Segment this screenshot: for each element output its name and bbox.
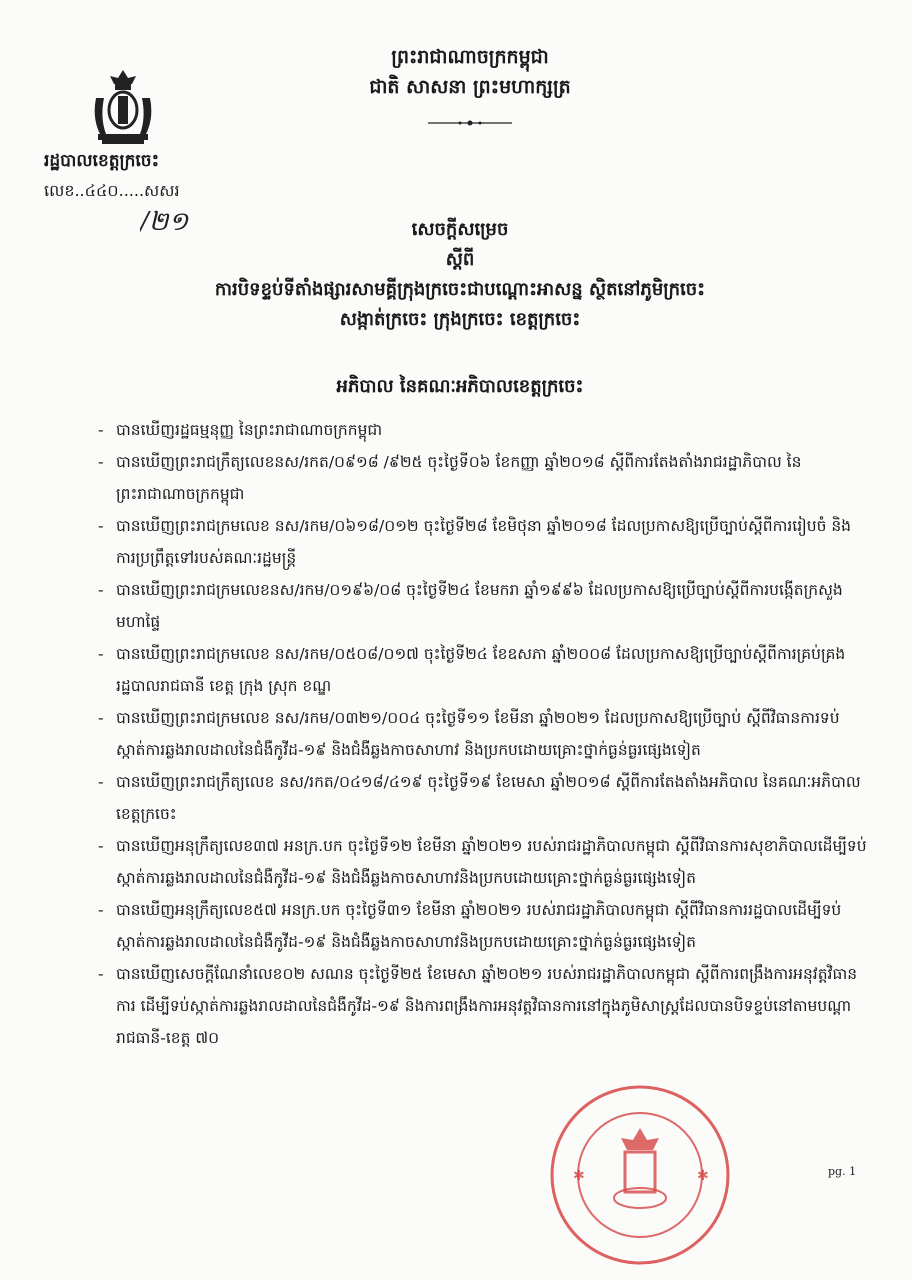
official-seal-icon	[545, 1080, 735, 1270]
svg-text:✱: ✱	[697, 1168, 709, 1184]
title-line-4: សង្កាត់ក្រចេះ ក្រុងក្រចេះ ខេត្តក្រចេះ	[339, 309, 581, 330]
reference-item: - បានឃើញព្រះរាជក្រឹត្យលេខនស/រកត/០៩១៨ /៩២៥ ចុះថ្ងៃទី០៦ ខែកញ្ញា ឆ្នាំ២០១៨ ស្តីពីការតែងតាំងរាជរដ្ឋាភិបាល នៃព្រះរាជាណាចក្រកម្ពុជា	[98, 446, 868, 510]
province-administration: រដ្ឋបាលខេត្តក្រចេះ	[44, 151, 160, 171]
reference-item: - បានឃើញព្រះរាជក្រឹត្យលេខ នស/រកត/០៤១៨/៤១៩ ចុះថ្ងៃទី១៩ ខែមេសា ឆ្នាំ២០១៨ ស្តីពីការតែងតាំងអភិបាល នៃគណៈអភិបាលខេត្តក្រចេះ	[98, 766, 868, 830]
svg-text:✱: ✱	[573, 1168, 585, 1184]
title-line-2: ស្តីពី	[445, 249, 475, 270]
reference-item: - បានឃើញព្រះរាជក្រមលេខ នស/រកម/០៣២១/០០៤ ចុះថ្ងៃទី១១ ខែមីនា ឆ្នាំ២០២១ ដែលប្រកាសឱ្យប្រើច្បាប់ ស្តីពីវិធានការទប់ស្កាត់ការឆ្លងរាលដាលនៃជំងឺកូវីដ-១៩ និងជំងឺឆ្លងកាចសាហាវ និងប្រកបដោយគ្រោះថ្នាក់ធ្ងន់ធ្ងរផ្សេងទៀត	[98, 702, 868, 766]
kingdom-line-2: ជាតិ សាសនា ព្រះមហាក្សត្រ	[369, 76, 571, 98]
handwritten-number-text: /២១	[140, 207, 189, 237]
title-line-3: ការបិទខ្ទប់ទីតាំងផ្សារសាមគ្គីក្រុងក្រចេះជាបណ្ដោះអាសន្ន ស្ថិតនៅភូមិក្រចេះ	[214, 279, 706, 300]
reference-item: - បានឃើញព្រះរាជក្រមលេខនស/រកម/០១៩៦/០៨ ចុះថ្ងៃទី២៤ ខែមករា ឆ្នាំ១៩៩៦ ដែលប្រកាសឱ្យប្រើច្បាប់ស្តីពីការបង្កើតក្រសួងមហាផ្ទៃ	[98, 574, 868, 638]
letter-number: លេខ..៤៤០.....សសរ	[44, 181, 180, 200]
kingdom-line-1: ព្រះរាជាណាចក្រកម្ពុជា	[391, 46, 549, 68]
royal-emblem-icon	[88, 68, 158, 146]
reference-item: - បានឃើញរដ្ឋធម្មនុញ្ញ នៃព្រះរាជាណាចក្រកម្ពុជា	[98, 414, 868, 446]
page-number: pg. 1	[828, 1165, 857, 1178]
reference-item: - បានឃើញអនុក្រឹត្យលេខ៥៧ អនក្រ.បក ចុះថ្ងៃទី៣១ ខែមីនា ឆ្នាំ២០២១ របស់រាជរដ្ឋាភិបាលកម្ពុជា ស្តីពីវិធានការរដ្ឋបាលដើម្បីទប់ស្កាត់ការឆ្លងរាលដាលនៃជំងឺកូវីដ-១៩ និងជំងឺឆ្លងកាចសាហាវនិងប្រកបដោយគ្រោះថ្នាក់ធ្ងន់ធ្ងរផ្សេងទៀត	[98, 894, 868, 958]
ornament-divider-icon	[420, 118, 520, 128]
reference-list	[98, 414, 868, 1054]
reference-item: - បានឃើញអនុក្រឹត្យលេខ៣៧ អនក្រ.បក ចុះថ្ងៃទី១២ ខែមីនា ឆ្នាំ២០២១ របស់រាជរដ្ឋាភិបាលកម្ពុជា ស្តីពីវិធានការសុខាភិបាលដើម្បីទប់ស្កាត់ការឆ្លងរាលដាលនៃជំងឺកូវីដ-១៩ និងជំងឺឆ្លងកាចសាហាវនិងប្រកបដោយគ្រោះថ្នាក់ធ្ងន់ធ្ងរផ្សេងទៀត	[98, 830, 868, 894]
reference-item: - បានឃើញសេចក្តីណែនាំលេខ០២ សណន ចុះថ្ងៃទី២៥ ខែមេសា ឆ្នាំ២០២១ របស់រាជរដ្ឋាភិបាលកម្ពុជា ស្តីពីការពង្រឹងការអនុវត្តវិធានការ ដើម្បីទប់ស្កាត់ការឆ្លងរាលដាលនៃជំងឺកូវីដ-១៩ និងការពង្រឹងការអនុវត្តវិធានការនៅក្នុងភូមិសាស្ត្រដែលបានបិទខ្ទប់នៅតាមបណ្ដារាជធានី-ខេត្ត ៧០	[98, 958, 868, 1054]
decision-title	[160, 215, 760, 335]
reference-item: - បានឃើញព្រះរាជក្រមលេខ នស/រកម/០៥០៨/០១៧ ចុះថ្ងៃទី២៤ ខែឧសភា ឆ្នាំ២០០៨ ដែលប្រកាសឱ្យប្រើច្បាប់ស្តីពីការគ្រប់គ្រងរដ្ឋបាលរាជធានី ខេត្ត ក្រុង ស្រុក ខណ្ឌ	[98, 638, 868, 702]
issuing-authority: អភិបាល នៃគណៈអភិបាលខេត្តក្រចេះ	[336, 376, 584, 397]
reference-item: - បានឃើញព្រះរាជក្រមលេខ នស/រកម/០៦១៨/០១២ ចុះថ្ងៃទី២៨ ខែមិថុនា ឆ្នាំ២០១៨ ដែលប្រកាសឱ្យប្រើច្បាប់ស្តីពីការរៀបចំ និងការប្រព្រឹត្តទៅរបស់គណៈរដ្ឋមន្ត្រី	[98, 510, 868, 574]
kingdom-header	[290, 42, 650, 102]
title-line-1: សេចក្តីសម្រេច	[411, 219, 509, 240]
